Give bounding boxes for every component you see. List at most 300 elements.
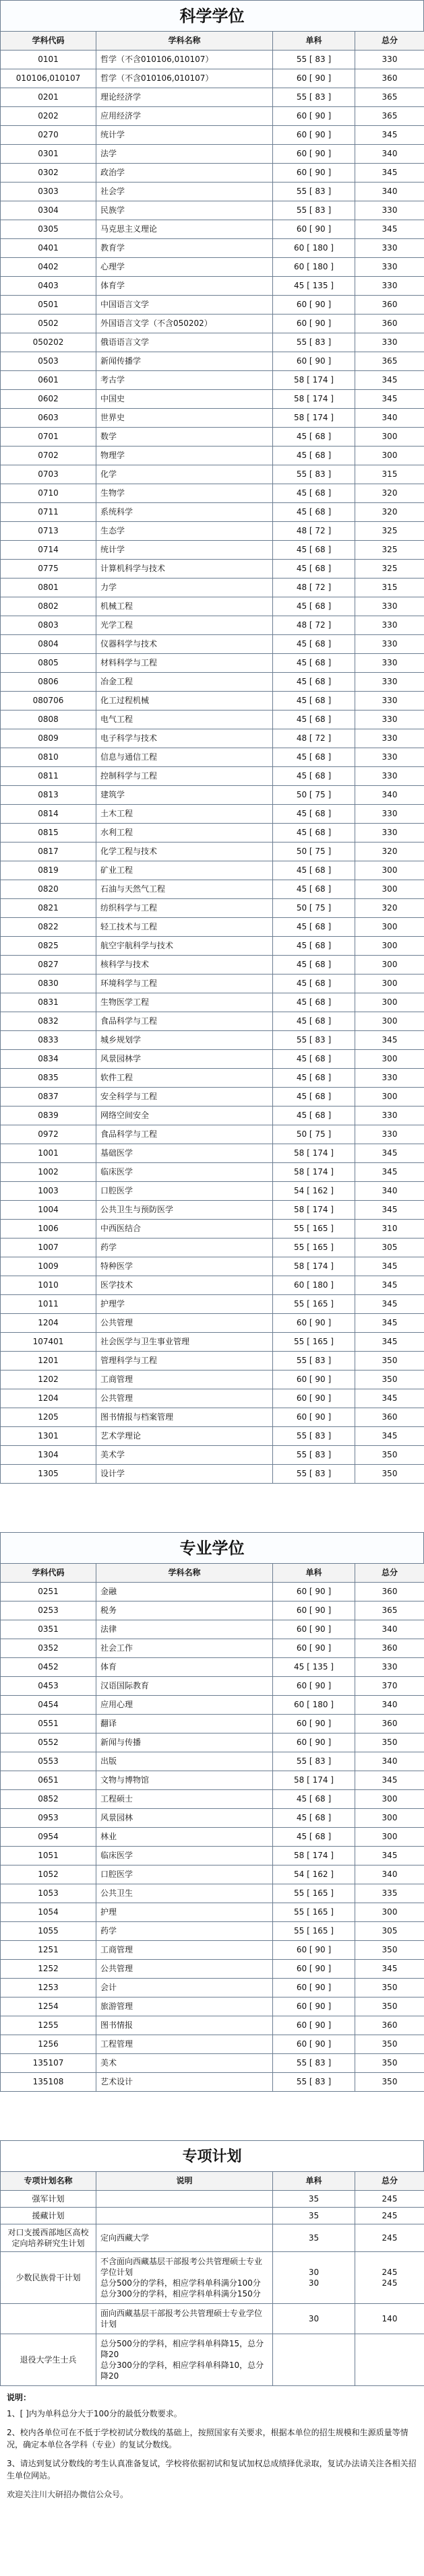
cell-code: 080706 [1, 692, 96, 711]
cell-code: 1252 [1, 1960, 96, 1979]
table-row [1, 1715, 424, 1733]
cell-name: 水利工程 [96, 824, 273, 843]
cell-total: 360 [355, 2016, 424, 2035]
cell-name: 应用经济学 [96, 107, 273, 126]
cell-total: 245 [355, 2224, 424, 2252]
table-row [1, 1201, 424, 1220]
cell-single: 45 [ 68 ] [273, 805, 355, 824]
cell-name: 网络空间安全 [96, 1107, 273, 1125]
cell-name: 化学工程与技术 [96, 843, 273, 861]
cell-single: 55 [ 165 ] [273, 1239, 355, 1257]
header-single: 单科 [273, 2172, 355, 2191]
cell-code: 0702 [1, 447, 96, 465]
table-row [1, 843, 424, 861]
header-plan: 专项计划名称 [1, 2172, 96, 2191]
cell-total: 330 [355, 824, 424, 843]
cell-name: 会计 [96, 1979, 273, 1997]
cell-code: 0832 [1, 1012, 96, 1031]
cell-single: 60 [ 90 ] [273, 2035, 355, 2054]
cell-code: 1255 [1, 2016, 96, 2035]
section-gap [0, 2092, 424, 2140]
cell-total: 330 [355, 258, 424, 277]
cell-single: 45 [ 68 ] [273, 597, 355, 616]
cell-total: 345 [355, 1333, 424, 1352]
table-row [1, 409, 424, 428]
cell-name: 矿业工程 [96, 861, 273, 880]
table-row [1, 2191, 424, 2208]
table-row [1, 1960, 424, 1979]
cell-code: 0834 [1, 1050, 96, 1069]
table-row [1, 2073, 424, 2092]
cell-name: 新闻传播学 [96, 352, 273, 371]
cell-single: 35 [273, 2191, 355, 2208]
cell-total: 350 [355, 1370, 424, 1389]
cell-name: 文物与博物馆 [96, 1771, 273, 1790]
table-row [1, 371, 424, 390]
note-item: 1、[ ]内为单科总分大于100分的最低分数要求。 [7, 2409, 182, 2418]
cell-name: 世界史 [96, 409, 273, 428]
cell-single: 45 [ 68 ] [273, 635, 355, 654]
cell-total: 345 [355, 1960, 424, 1979]
cell-code: 050202 [1, 333, 96, 352]
cell-code: 0251 [1, 1583, 96, 1601]
cell-single: 55 [ 165 ] [273, 1333, 355, 1352]
cell-total: 360 [355, 69, 424, 88]
table-row [1, 1088, 424, 1107]
cell-code: 1003 [1, 1182, 96, 1201]
cell-single: 54 [ 162 ] [273, 1865, 355, 1884]
cell-total: 300 [355, 956, 424, 975]
cell-total: 340 [355, 786, 424, 805]
table-row [1, 1389, 424, 1408]
cell-code: 0808 [1, 711, 96, 729]
cell-total: 245 245 [355, 2252, 424, 2304]
cell-single: 50 [ 75 ] [273, 1125, 355, 1144]
table-row [1, 503, 424, 522]
cell-name: 土木工程 [96, 805, 273, 824]
cell-name: 工商管理 [96, 1370, 273, 1389]
cell-single: 58 [ 174 ] [273, 1847, 355, 1865]
cell-name: 信息与通信工程 [96, 748, 273, 767]
cell-single: 45 [ 68 ] [273, 541, 355, 560]
cell-total: 300 [355, 428, 424, 447]
cell-name: 法学 [96, 145, 273, 164]
cell-total: 325 [355, 541, 424, 560]
cell-code: 0804 [1, 635, 96, 654]
cell-total: 300 [355, 1790, 424, 1809]
table-row [1, 1865, 424, 1884]
cell-total: 360 [355, 1408, 424, 1427]
cell-single: 60 [ 90 ] [273, 1370, 355, 1389]
cell-total: 350 [355, 1733, 424, 1752]
table-row [1, 1828, 424, 1847]
table-row [1, 1583, 424, 1601]
table-row [1, 277, 424, 296]
cell-total: 315 [355, 465, 424, 484]
cell-name: 物理学 [96, 447, 273, 465]
header-total: 总分 [355, 1564, 424, 1583]
cell-total: 300 [355, 447, 424, 465]
cell-plan: 对口支援西部地区高校定向培养研究生计划 [1, 2224, 96, 2252]
cell-single: 60 [ 90 ] [273, 1941, 355, 1960]
cell-total: 300 [355, 1088, 424, 1107]
cell-name: 护理 [96, 1903, 273, 1922]
cell-single: 60 [ 90 ] [273, 315, 355, 333]
cell-name: 公共卫生 [96, 1884, 273, 1903]
table-row [1, 1771, 424, 1790]
cell-total: 345 [355, 1163, 424, 1182]
cell-total: 300 [355, 1050, 424, 1069]
cell-code: 0303 [1, 183, 96, 201]
cell-single: 55 [ 165 ] [273, 1884, 355, 1903]
cell-code: 0502 [1, 315, 96, 333]
cell-single: 60 [ 90 ] [273, 1314, 355, 1333]
table-row [1, 1333, 424, 1352]
cell-name: 生物医学工程 [96, 993, 273, 1012]
table-row [1, 333, 424, 352]
cell-total: 330 [355, 729, 424, 748]
cell-single: 60 [ 90 ] [273, 1620, 355, 1639]
cell-name: 数学 [96, 428, 273, 447]
professional-rows [1, 1583, 424, 2092]
cell-single: 45 [ 68 ] [273, 937, 355, 956]
cell-code: 1204 [1, 1389, 96, 1408]
table-row [1, 1677, 424, 1696]
table-row [1, 447, 424, 465]
cell-total [355, 2334, 424, 2386]
cell-total: 340 [355, 145, 424, 164]
cell-single: 60 [ 90 ] [273, 1997, 355, 2016]
cell-total: 345 [355, 1031, 424, 1050]
cell-code: 0805 [1, 654, 96, 673]
cell-single: 45 [ 68 ] [273, 484, 355, 503]
cell-total: 330 [355, 1107, 424, 1125]
special-table [0, 2171, 424, 2386]
cell-code: 1304 [1, 1446, 96, 1465]
table-row [1, 2334, 424, 2386]
table-row [1, 428, 424, 447]
notes-tail: 欢迎关注川大研招办微信公众号。 [7, 2490, 129, 2499]
academic-section-title: 科学学位 [0, 0, 424, 31]
cell-single: 45 [ 135 ] [273, 1658, 355, 1677]
cell-name: 材料科学与工程 [96, 654, 273, 673]
cell-single: 60 [ 180 ] [273, 1276, 355, 1295]
cell-code: 0809 [1, 729, 96, 748]
cell-name: 软件工程 [96, 1069, 273, 1088]
cell-name: 应用心理 [96, 1696, 273, 1715]
table-row [1, 692, 424, 711]
cell-desc [96, 2208, 273, 2224]
cell-total: 345 [355, 126, 424, 145]
cell-name: 轻工技术与工程 [96, 918, 273, 937]
cell-code: 1253 [1, 1979, 96, 1997]
header-single: 单科 [273, 32, 355, 51]
cell-name: 公共卫生与预防医学 [96, 1201, 273, 1220]
cell-total: 330 [355, 635, 424, 654]
cell-code: 0301 [1, 145, 96, 164]
table-row [1, 1979, 424, 1997]
cell-total: 330 [355, 201, 424, 220]
cell-name: 安全科学与工程 [96, 1088, 273, 1107]
cell-total: 345 [355, 220, 424, 239]
table-row [1, 1295, 424, 1314]
cell-single: 45 [ 68 ] [273, 673, 355, 692]
cell-code: 1305 [1, 1465, 96, 1484]
cell-single: 45 [ 68 ] [273, 748, 355, 767]
cell-single: 55 [ 165 ] [273, 1903, 355, 1922]
cell-total: 330 [355, 711, 424, 729]
cell-total: 300 [355, 937, 424, 956]
cell-single: 45 [ 68 ] [273, 824, 355, 843]
cell-total: 345 [355, 1771, 424, 1790]
cell-name: 化工过程机械 [96, 692, 273, 711]
cell-name: 统计学 [96, 126, 273, 145]
table-row [1, 390, 424, 409]
cell-single: 58 [ 174 ] [273, 390, 355, 409]
table-row [1, 239, 424, 258]
table-row [1, 861, 424, 880]
cell-name: 体育学 [96, 277, 273, 296]
cell-total: 345 [355, 371, 424, 390]
note-item: 3、请达到复试分数线的考生认真准备复试，学校将依据初试和复试加权总成绩择优录取，复试办法请关注各相关招生单位网站。 [7, 2459, 417, 2480]
cell-code: 1201 [1, 1352, 96, 1370]
table-row [1, 1446, 424, 1465]
cell-total: 360 [355, 1639, 424, 1658]
cell-name: 药学 [96, 1239, 273, 1257]
cell-name: 护理学 [96, 1295, 273, 1314]
cell-code: 0802 [1, 597, 96, 616]
table-row [1, 1752, 424, 1771]
cell-code: 0351 [1, 1620, 96, 1639]
cell-single: 60 [ 180 ] [273, 258, 355, 277]
special-header-row [1, 2172, 424, 2191]
cell-code: 0452 [1, 1658, 96, 1677]
cell-name: 生态学 [96, 522, 273, 541]
cell-single: 60 [ 90 ] [273, 1677, 355, 1696]
cell-name: 口腔医学 [96, 1182, 273, 1201]
cell-single: 30 [273, 2304, 355, 2334]
cell-code: 0801 [1, 579, 96, 597]
table-row [1, 1163, 424, 1182]
cell-total: 340 [355, 1620, 424, 1639]
table-row [1, 748, 424, 767]
cell-single: 60 [ 90 ] [273, 1583, 355, 1601]
cell-name: 系统科学 [96, 503, 273, 522]
cell-total: 330 [355, 1069, 424, 1088]
cell-name: 临床医学 [96, 1847, 273, 1865]
cell-total: 330 [355, 805, 424, 824]
table-row [1, 1658, 424, 1677]
header-total: 总分 [355, 2172, 424, 2191]
cell-single: 60 [ 90 ] [273, 107, 355, 126]
table-row [1, 1997, 424, 2016]
cell-code: 0603 [1, 409, 96, 428]
cell-single: 60 [ 90 ] [273, 1960, 355, 1979]
cell-name: 机械工程 [96, 597, 273, 616]
table-row [1, 1069, 424, 1088]
cell-single: 60 [ 180 ] [273, 1696, 355, 1715]
cell-code: 0453 [1, 1677, 96, 1696]
cell-name: 中西医结合 [96, 1220, 273, 1239]
cell-name: 哲学（不含010106,010107） [96, 69, 273, 88]
cell-total: 345 [355, 1276, 424, 1295]
cell-code: 0101 [1, 51, 96, 69]
table-row [1, 786, 424, 805]
header-code: 学科代码 [1, 32, 96, 51]
professional-section-title: 专业学位 [0, 1532, 424, 1563]
table-row [1, 956, 424, 975]
cell-total: 300 [355, 993, 424, 1012]
cell-single: 45 [ 68 ] [273, 503, 355, 522]
cell-single: 60 [ 90 ] [273, 1601, 355, 1620]
cell-single: 45 [ 68 ] [273, 654, 355, 673]
table-row [1, 2304, 424, 2334]
cell-single: 45 [ 68 ] [273, 1050, 355, 1069]
table-row [1, 352, 424, 371]
cell-code: 0811 [1, 767, 96, 786]
cell-total: 245 [355, 2191, 424, 2208]
cell-code: 1054 [1, 1903, 96, 1922]
cell-total: 325 [355, 522, 424, 541]
cell-total: 310 [355, 1220, 424, 1239]
cell-total: 330 [355, 767, 424, 786]
cell-code: 1202 [1, 1370, 96, 1389]
table-row [1, 1012, 424, 1031]
cell-name: 口腔医学 [96, 1865, 273, 1884]
cell-single: 58 [ 174 ] [273, 1257, 355, 1276]
cell-code: 0601 [1, 371, 96, 390]
cell-name: 计算机科学与技术 [96, 560, 273, 579]
cell-total: 345 [355, 1427, 424, 1446]
table-row [1, 1125, 424, 1144]
cell-code: 0551 [1, 1715, 96, 1733]
table-row [1, 1220, 424, 1239]
cell-single: 60 [ 90 ] [273, 126, 355, 145]
cell-total: 345 [355, 1847, 424, 1865]
cell-single: 60 [ 90 ] [273, 1389, 355, 1408]
cell-name: 基础医学 [96, 1144, 273, 1163]
cell-plan: 退役大学生士兵 [1, 2334, 96, 2386]
cell-name: 美术学 [96, 1446, 273, 1465]
section-gap [0, 1484, 424, 1532]
cell-single: 45 [ 68 ] [273, 447, 355, 465]
cell-single: 58 [ 174 ] [273, 409, 355, 428]
cell-code: 1004 [1, 1201, 96, 1220]
cell-total: 360 [355, 1583, 424, 1601]
cell-total: 365 [355, 107, 424, 126]
table-row [1, 805, 424, 824]
cell-name: 环境科学与工程 [96, 975, 273, 993]
cell-single: 45 [ 68 ] [273, 1828, 355, 1847]
table-row [1, 1427, 424, 1446]
cell-single: 45 [ 68 ] [273, 560, 355, 579]
table-row [1, 465, 424, 484]
table-row [1, 654, 424, 673]
cell-single: 60 [ 180 ] [273, 239, 355, 258]
cell-single: 48 [ 72 ] [273, 522, 355, 541]
table-row [1, 880, 424, 899]
cell-single: 45 [ 68 ] [273, 1012, 355, 1031]
cell-code: 0501 [1, 296, 96, 315]
table-row [1, 2016, 424, 2035]
cell-single: 55 [ 83 ] [273, 333, 355, 352]
table-row [1, 541, 424, 560]
cell-name: 翻译 [96, 1715, 273, 1733]
cell-single: 60 [ 90 ] [273, 164, 355, 183]
cell-code: 1301 [1, 1427, 96, 1446]
cell-total: 350 [355, 1465, 424, 1484]
table-row [1, 729, 424, 748]
table-row [1, 1847, 424, 1865]
cell-name: 俄语语言文学 [96, 333, 273, 352]
cell-code: 010106,010107 [1, 69, 96, 88]
cell-code: 0701 [1, 428, 96, 447]
cell-total: 300 [355, 1903, 424, 1922]
cell-total: 360 [355, 1715, 424, 1733]
cell-total: 330 [355, 616, 424, 635]
cell-code: 0821 [1, 899, 96, 918]
cell-code: 0703 [1, 465, 96, 484]
cell-total: 330 [355, 654, 424, 673]
cell-desc: 总分500分的学科，相应学科单科降15，总分降20 总分300分的学科，相应学科单科降10，总分降20 [96, 2334, 273, 2386]
header-desc: 说明 [96, 2172, 273, 2191]
notes [0, 2386, 424, 2501]
cell-code: 0833 [1, 1031, 96, 1050]
cell-single: 60 [ 90 ] [273, 2016, 355, 2035]
cell-total: 340 [355, 409, 424, 428]
cell-single: 55 [ 83 ] [273, 465, 355, 484]
cell-total: 345 [355, 1144, 424, 1163]
cell-name: 工程管理 [96, 2035, 273, 2054]
cell-code: 0803 [1, 616, 96, 635]
cell-single: 45 [ 68 ] [273, 880, 355, 899]
cell-name: 出版 [96, 1752, 273, 1771]
cell-name: 金融 [96, 1583, 273, 1601]
cell-name: 马克思主义理论 [96, 220, 273, 239]
cell-code: 135108 [1, 2073, 96, 2092]
table-row [1, 1314, 424, 1333]
cell-total: 330 [355, 597, 424, 616]
table-row [1, 2054, 424, 2073]
table-row [1, 1465, 424, 1484]
cell-name: 公共管理 [96, 1314, 273, 1333]
table-row [1, 918, 424, 937]
table-row [1, 484, 424, 503]
cell-single: 60 [ 90 ] [273, 1733, 355, 1752]
table-row [1, 1239, 424, 1257]
cell-code: 0822 [1, 918, 96, 937]
cell-code: 0305 [1, 220, 96, 239]
table-row [1, 1733, 424, 1752]
cell-code: 0253 [1, 1601, 96, 1620]
table-row [1, 993, 424, 1012]
cell-single: 55 [ 83 ] [273, 88, 355, 107]
cell-single: 50 [ 75 ] [273, 843, 355, 861]
cell-single: 45 [ 68 ] [273, 956, 355, 975]
cell-total: 315 [355, 579, 424, 597]
cell-code: 0830 [1, 975, 96, 993]
cell-name: 工商管理 [96, 1941, 273, 1960]
table-row [1, 1276, 424, 1295]
table-row [1, 1031, 424, 1050]
cell-total: 300 [355, 1828, 424, 1847]
cell-code: 1011 [1, 1295, 96, 1314]
cell-total: 340 [355, 183, 424, 201]
table-row [1, 107, 424, 126]
cell-total: 305 [355, 1922, 424, 1941]
cell-total: 300 [355, 880, 424, 899]
cell-total: 345 [355, 1389, 424, 1408]
